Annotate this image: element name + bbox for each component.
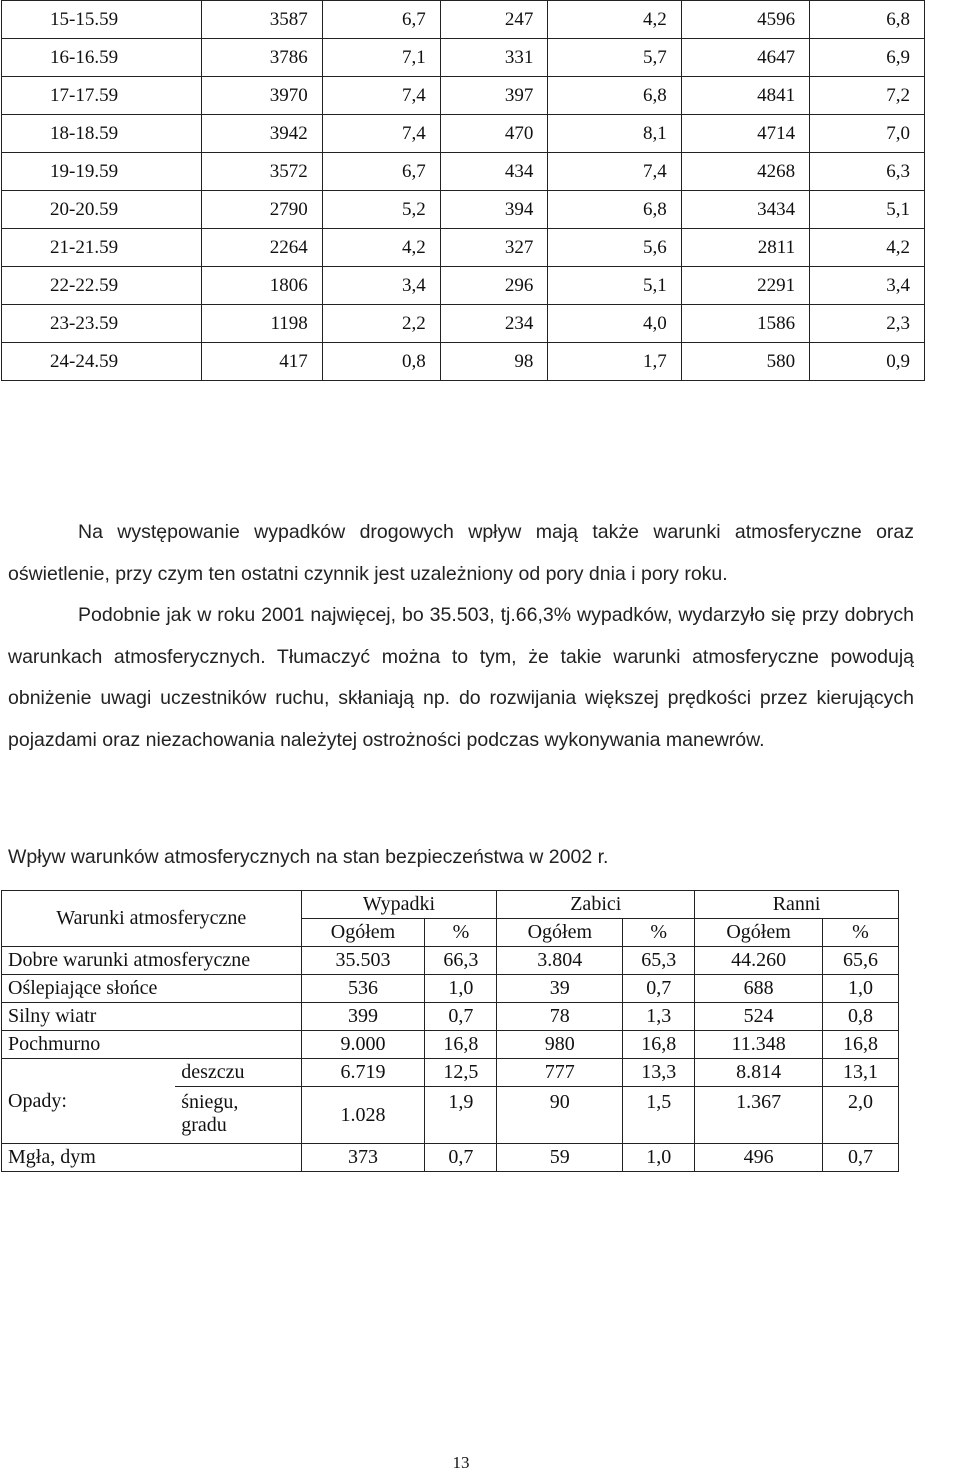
table-row xyxy=(2,39,925,77)
header-total: Ogółem xyxy=(497,919,623,947)
table-cell: 6,9 xyxy=(810,39,925,77)
table-cell: 6,7 xyxy=(322,1,440,39)
time-range-cell: 17-17.59 xyxy=(2,77,202,115)
table-cell: 5,6 xyxy=(548,229,681,267)
paragraph-2: Podobnie jak w roku 2001 najwięcej, bo 35.503, tj.66,3% wypadków, wydarzyło się przy dobrych warunkach atmosferycznych. Tłumaczyć można to tym, że takie warunki atmosferyczne powodują obniżenie uwagi uczestników ruchu, skłaniają np. do rozwijania większej prędkości przez kierujących pojazdami oraz niezachowania należytej ostrożności podczas wykonywania manewrów. xyxy=(8,604,914,751)
table-cell: 0,7 xyxy=(623,975,695,1003)
table-cell: 296 xyxy=(440,267,548,305)
table-cell: 5,7 xyxy=(548,39,681,77)
table-cell: 4647 xyxy=(681,39,809,77)
table-cell: 5,1 xyxy=(810,191,925,229)
table-cell: 2,2 xyxy=(322,305,440,343)
table-row xyxy=(2,77,925,115)
table-cell: 1,0 xyxy=(623,1144,695,1172)
table-cell: 1586 xyxy=(681,305,809,343)
table-cell: 2790 xyxy=(201,191,322,229)
table-cell: 7,4 xyxy=(322,77,440,115)
header-percent: % xyxy=(623,919,695,947)
table-cell: 3434 xyxy=(681,191,809,229)
table-cell: 3.804 xyxy=(497,947,623,975)
table-row xyxy=(2,191,925,229)
table-cell: 688 xyxy=(695,975,823,1003)
condition-label: Pochmurno xyxy=(2,1031,302,1059)
body-text xyxy=(8,512,914,761)
hourly-accidents-table xyxy=(1,0,925,381)
table-cell: 0,7 xyxy=(425,1144,497,1172)
table-cell: 8.814 xyxy=(695,1059,823,1087)
table-cell: 4,2 xyxy=(322,229,440,267)
table-row xyxy=(2,267,925,305)
table-cell: 13,3 xyxy=(623,1059,695,1087)
table-cell: 1,0 xyxy=(823,975,899,1003)
table-cell: 1.367 xyxy=(695,1087,823,1144)
table-cell: 9.000 xyxy=(301,1031,425,1059)
table-cell: 417 xyxy=(201,343,322,381)
weather-table-body xyxy=(2,947,899,1059)
table-cell: 98 xyxy=(440,343,548,381)
table-row xyxy=(2,153,925,191)
table-cell: 0,7 xyxy=(425,1003,497,1031)
table-cell: 777 xyxy=(497,1059,623,1087)
header-group-accidents: Wypadki xyxy=(301,891,497,919)
table-row xyxy=(2,305,925,343)
table-cell: 3786 xyxy=(201,39,322,77)
header-percent: % xyxy=(823,919,899,947)
time-range-cell: 24-24.59 xyxy=(2,343,202,381)
table-cell: 4,0 xyxy=(548,305,681,343)
table-cell: 3587 xyxy=(201,1,322,39)
page-number: 13 xyxy=(452,1453,470,1472)
table-cell: 6,8 xyxy=(548,191,681,229)
table-row xyxy=(2,1003,899,1031)
table-row-fog xyxy=(2,1144,899,1172)
precip-label: Opady: xyxy=(2,1059,176,1144)
table-cell: 4596 xyxy=(681,1,809,39)
table-cell: 6,8 xyxy=(810,1,925,39)
rain-label: deszczu xyxy=(175,1059,301,1087)
table-row-rain xyxy=(2,1059,899,1087)
table-cell: 4,2 xyxy=(548,1,681,39)
table-cell: 1806 xyxy=(201,267,322,305)
table-cell: 16,8 xyxy=(623,1031,695,1059)
table-cell: 35.503 xyxy=(301,947,425,975)
condition-label: Silny wiatr xyxy=(2,1003,302,1031)
table-cell: 4714 xyxy=(681,115,809,153)
table-cell: 373 xyxy=(301,1144,425,1172)
snow-label-line1: śniegu, xyxy=(181,1091,239,1113)
table-cell: 16,8 xyxy=(823,1031,899,1059)
weather-conditions-table xyxy=(1,890,899,1172)
header-total: Ogółem xyxy=(695,919,823,947)
table-row xyxy=(2,975,899,1003)
time-range-cell: 18-18.59 xyxy=(2,115,202,153)
paragraph-1: Na występowanie wypadków drogowych wpływ mają także warunki atmosferyczne oraz oświetlenie, przy czym ten ostatni czynnik jest uzależniony od pory dnia i pory roku. xyxy=(8,521,914,585)
table-cell: 4841 xyxy=(681,77,809,115)
time-range-cell: 21-21.59 xyxy=(2,229,202,267)
table-cell: 331 xyxy=(440,39,548,77)
table-cell: 2811 xyxy=(681,229,809,267)
header-conditions: Warunki atmosferyczne xyxy=(2,891,302,947)
table-cell: 13,1 xyxy=(823,1059,899,1087)
table-cell: 1,7 xyxy=(548,343,681,381)
table-cell: 1.028 xyxy=(301,1087,425,1144)
table-cell: 0,8 xyxy=(823,1003,899,1031)
table-cell: 4268 xyxy=(681,153,809,191)
table-cell: 327 xyxy=(440,229,548,267)
table-cell: 2,0 xyxy=(823,1087,899,1144)
table-cell: 90 xyxy=(497,1087,623,1144)
fog-label: Mgła, dym xyxy=(2,1144,302,1172)
table-cell: 7,4 xyxy=(548,153,681,191)
table-row xyxy=(2,947,899,975)
time-range-cell: 15-15.59 xyxy=(2,1,202,39)
header-total: Ogółem xyxy=(301,919,425,947)
table-row xyxy=(2,343,925,381)
table-cell: 11.348 xyxy=(695,1031,823,1059)
table-cell: 1,9 xyxy=(425,1087,497,1144)
table-cell: 496 xyxy=(695,1144,823,1172)
table-cell: 234 xyxy=(440,305,548,343)
table-cell: 580 xyxy=(681,343,809,381)
table-cell: 1,0 xyxy=(425,975,497,1003)
snow-label-line2: gradu xyxy=(181,1114,227,1136)
table-cell: 1,3 xyxy=(623,1003,695,1031)
time-range-cell: 16-16.59 xyxy=(2,39,202,77)
time-range-cell: 20-20.59 xyxy=(2,191,202,229)
table-cell: 7,0 xyxy=(810,115,925,153)
table-cell: 0,8 xyxy=(322,343,440,381)
time-range-cell: 19-19.59 xyxy=(2,153,202,191)
time-range-cell: 22-22.59 xyxy=(2,267,202,305)
table-cell: 7,4 xyxy=(322,115,440,153)
table-cell: 16,8 xyxy=(425,1031,497,1059)
table-cell: 12,5 xyxy=(425,1059,497,1087)
table-row xyxy=(2,1,925,39)
table-cell: 6,3 xyxy=(810,153,925,191)
table-cell: 5,2 xyxy=(322,191,440,229)
table-cell: 1,5 xyxy=(623,1087,695,1144)
table-row xyxy=(2,229,925,267)
table-cell: 2264 xyxy=(201,229,322,267)
table-cell: 3942 xyxy=(201,115,322,153)
table-cell: 39 xyxy=(497,975,623,1003)
condition-label: Dobre warunki atmosferyczne xyxy=(2,947,302,975)
table-cell: 6,7 xyxy=(322,153,440,191)
table-cell: 0,7 xyxy=(823,1144,899,1172)
table-cell: 59 xyxy=(497,1144,623,1172)
table-cell: 3572 xyxy=(201,153,322,191)
table-caption: Wpływ warunków atmosferycznych na stan bezpieczeństwa w 2002 r. xyxy=(8,846,609,868)
table-cell: 3,4 xyxy=(810,267,925,305)
table-cell: 536 xyxy=(301,975,425,1003)
table-cell: 980 xyxy=(497,1031,623,1059)
table-cell: 399 xyxy=(301,1003,425,1031)
table-cell: 4,2 xyxy=(810,229,925,267)
table-cell: 5,1 xyxy=(548,267,681,305)
table-cell: 78 xyxy=(497,1003,623,1031)
table-cell: 6,8 xyxy=(548,77,681,115)
table-cell: 0,9 xyxy=(810,343,925,381)
snow-label xyxy=(175,1087,301,1144)
table-cell: 394 xyxy=(440,191,548,229)
table-cell: 3970 xyxy=(201,77,322,115)
table-cell: 434 xyxy=(440,153,548,191)
table-cell: 6.719 xyxy=(301,1059,425,1087)
table-cell: 66,3 xyxy=(425,947,497,975)
table-row xyxy=(2,115,925,153)
header-group-injured: Ranni xyxy=(695,891,899,919)
table-cell: 7,1 xyxy=(322,39,440,77)
table-cell: 470 xyxy=(440,115,548,153)
table-cell: 1198 xyxy=(201,305,322,343)
table-cell: 2,3 xyxy=(810,305,925,343)
header-percent: % xyxy=(425,919,497,947)
table-cell: 2291 xyxy=(681,267,809,305)
table-cell: 247 xyxy=(440,1,548,39)
table-cell: 44.260 xyxy=(695,947,823,975)
header-row-1 xyxy=(2,891,899,919)
table-cell: 397 xyxy=(440,77,548,115)
condition-label: Oślepiające słońce xyxy=(2,975,302,1003)
table-cell: 8,1 xyxy=(548,115,681,153)
table-cell: 65,3 xyxy=(623,947,695,975)
table-cell: 3,4 xyxy=(322,267,440,305)
hourly-accidents-body xyxy=(2,1,925,381)
table-cell: 7,2 xyxy=(810,77,925,115)
time-range-cell: 23-23.59 xyxy=(2,305,202,343)
table-cell: 524 xyxy=(695,1003,823,1031)
header-group-killed: Zabici xyxy=(497,891,695,919)
table-row xyxy=(2,1031,899,1059)
table-cell: 65,6 xyxy=(823,947,899,975)
